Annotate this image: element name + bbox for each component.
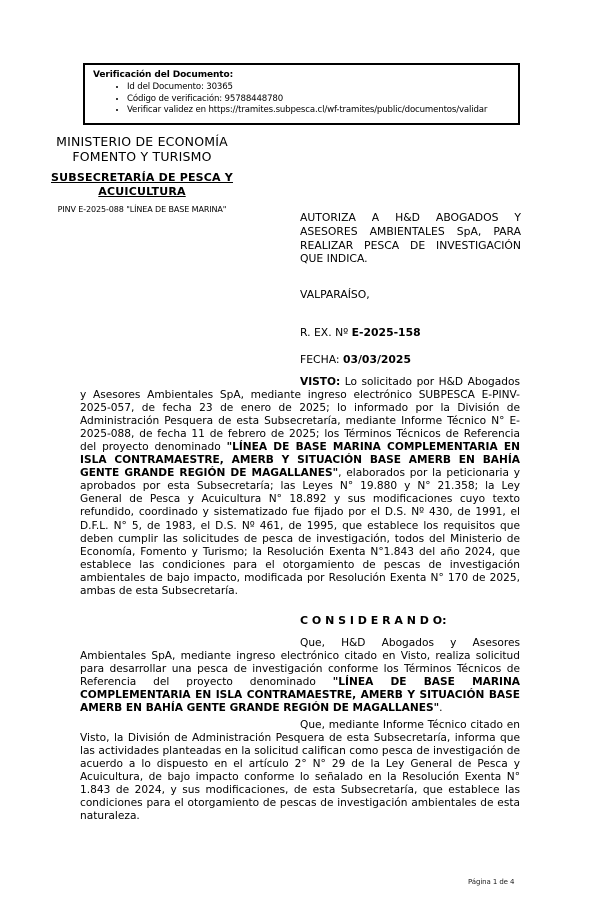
considerando-paragraph-2: Que, mediante Informe Técnico citado en Visto, la División de Administración Pesquera de esta Subsecretaría, informa que las actividades planteadas en la solicitud califican como pesca de investigación de acuerdo a lo dispuesto en el artículo 2° N° 29 de la Ley General de Pesca y Acuicultura, de bajo impacto conforme lo señalado en la Resolución Exenta N° 1.843 de 2024, y sus modificaciones, de esta Subsecretaría, que establece las condiciones para el otorgamiento de pescas de investigación ambientales de esta naturaleza. (80, 719, 520, 823)
date-line (300, 353, 521, 367)
resolution-body (80, 376, 520, 824)
resolution-subject: AUTORIZA A H&D ABOGADOS Y ASESORES AMBIENTALES SpA, PARA REALIZAR PESCA DE INVESTIGACIÓN QUE INDICA. (300, 211, 521, 266)
ministry-name-line1: MINISTERIO DE ECONOMÍA (56, 134, 228, 149)
date-value: 03/03/2025 (342, 352, 411, 366)
ministry-name-line2: FOMENTO Y TURISMO (72, 149, 212, 164)
subsecretaria-title: SUBSECRETARÍA DE PESCA Y ACUICULTURA (51, 171, 233, 198)
verification-item-code: • Código de verificación: 95788448780 (127, 94, 512, 106)
considerando-heading: C O N S I D E R A N D O: (300, 613, 447, 627)
resolution-number-line (300, 326, 521, 340)
page-indicator: Página 1 de 4 (468, 878, 515, 886)
verification-item-document-id: • Id del Documento: 30365 (127, 82, 512, 94)
resolution-heading (300, 211, 521, 367)
verification-box (83, 63, 520, 125)
resolution-number-value: E-2025-158 (351, 325, 421, 339)
visto-paragraph: VISTO: Lo solicitado por H&D Abogados y Asesores Ambientales SpA, mediante ingreso electrónico SUBPESCA E-PINV-2025-057, de fecha 23 de enero de 2025; lo informado por la División de Administración Pesquera de esta Subsecretaría, mediante Informe Técnico N° E-2025-088, de fecha 11 de febrero de 2025; los Términos Técnicos de Referencia del proyecto denominado "LÍNEA DE BASE MARINA COMPLEMENTARIA EN ISLA CONTRAMAESTRE, AMERB Y SITUACIÓN BASE AMERB EN BAHÍA GENTE GRANDE REGIÓN DE MAGALLANES", elaborados por la peticionaria y aprobados por esta Subsecretaría; las Leyes N° 19.880 y N° 21.358; la Ley General de Pesca y Acuicultura N° 18.892 y sus modificaciones cuyo texto refundido, coordinado y sistematizado fue fijado por el D.S. Nº 430, de 1991, el D.F.L. N° 5, de 1983, el D.S. Nº 461, de 1995, que establece los requisitos que deben cumplir las solicitudes de pesca de investigación, todos del Ministerio de Economía, Fomento y Turismo; la Resolución Exenta N°1.843 del año 2024, que establece las condiciones para el otorgamiento de pescas de investigación ambientales de bajo impacto, modificada por Resolución Exenta N° 170 de 2025, ambas de esta Subsecretaría. (80, 376, 520, 597)
verification-title: Verificación del Documento: (93, 70, 234, 80)
verification-list (93, 82, 512, 117)
city-line: VALPARAÍSO, (300, 288, 370, 302)
letterhead (36, 134, 248, 214)
verification-item-url: • Verificar validez en https://tramites.subpesca.cl/wf-tramites/public/documentos/validar (127, 105, 512, 117)
project-code: PINV E-2025-088 "LÍNEA DE BASE MARINA" (57, 205, 227, 214)
considerando-paragraph-1: Que, H&D Abogados y Asesores Ambientales SpA, mediante ingreso electrónico citado en Visto, realiza solicitud para desarrollar una pesca de investigación conforme los Términos Técnicos de Referencia del proyecto denominado "LÍNEA DE BASE MARINA COMPLEMENTARIA EN ISLA CONTRAMAESTRE, AMERB Y SITUACIÓN BASE AMERB EN BAHÍA GENTE GRANDE REGIÓN DE MAGALLANES". (80, 636, 521, 715)
resolution-number-label: R. EX. Nº (300, 325, 352, 339)
date-label: FECHA: (300, 352, 343, 366)
